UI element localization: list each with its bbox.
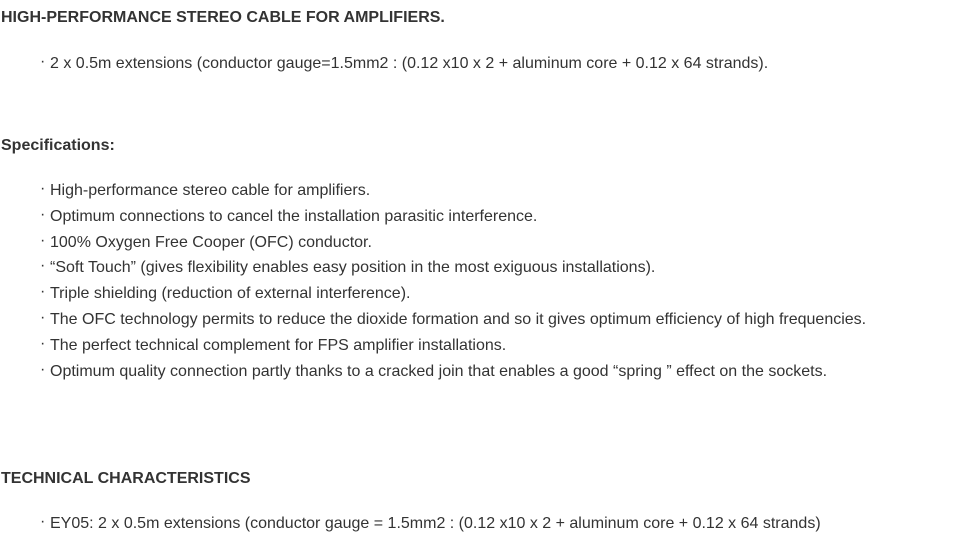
technical-characteristics-heading: TECHNICAL CHARACTERISTICS <box>1 470 251 487</box>
list-item <box>40 307 950 333</box>
bullet-icon: · <box>40 334 46 352</box>
list-item <box>40 204 950 230</box>
bullet-icon: · <box>40 513 46 530</box>
specifications-list <box>40 178 950 384</box>
list-item-text: “Soft Touch” (gives flexibility enables easy position in the most exiguous installations). <box>50 259 656 277</box>
bullet-icon: · <box>40 283 46 301</box>
bullet-icon: · <box>40 257 46 275</box>
bullet-icon: · <box>40 360 46 378</box>
list-item-text: 100% Oxygen Free Cooper (OFC) conductor. <box>50 233 372 251</box>
bullet-icon: · <box>40 180 46 197</box>
list-item <box>40 178 950 204</box>
product-summary-list <box>40 51 950 77</box>
list-item-text: The perfect technical complement for FPS amplifier installations. <box>50 336 507 354</box>
list-item <box>40 255 950 281</box>
list-item-text: Optimum connections to cancel the installation parasitic interference. <box>50 207 538 225</box>
bullet-icon: · <box>40 205 46 223</box>
list-item <box>40 230 950 256</box>
list-item-text: 2 x 0.5m extensions (conductor gauge=1.5mm2 : (0.12 x10 x 2 + aluminum core + 0.12 x 64 strands). <box>50 55 769 72</box>
list-item <box>40 511 950 537</box>
list-item <box>40 359 950 385</box>
specifications-heading: Specifications: <box>1 137 115 154</box>
bullet-icon: · <box>40 231 46 249</box>
technical-characteristics-list <box>40 511 950 537</box>
product-title-heading: HIGH-PERFORMANCE STEREO CABLE FOR AMPLIFIERS. <box>1 9 445 26</box>
list-item-text: The OFC technology permits to reduce the dioxide formation and so it gives optimum efficiency of high frequencies. <box>50 310 867 328</box>
list-item-text: Optimum quality connection partly thanks to a cracked join that enables a good “spring ” effect on the sockets. <box>50 362 828 380</box>
list-item-text: Triple shielding (reduction of external interference). <box>50 285 411 303</box>
list-item-text: EY05: 2 x 0.5m extensions (conductor gauge = 1.5mm2 : (0.12 x10 x 2 + aluminum core + 0.12 x 64 strands) <box>50 515 821 532</box>
list-item <box>40 333 950 359</box>
bullet-icon: · <box>40 53 46 70</box>
bullet-icon: · <box>40 308 46 326</box>
list-item <box>40 51 950 77</box>
list-item-text: High-performance stereo cable for amplifiers. <box>50 182 371 199</box>
list-item <box>40 281 950 307</box>
